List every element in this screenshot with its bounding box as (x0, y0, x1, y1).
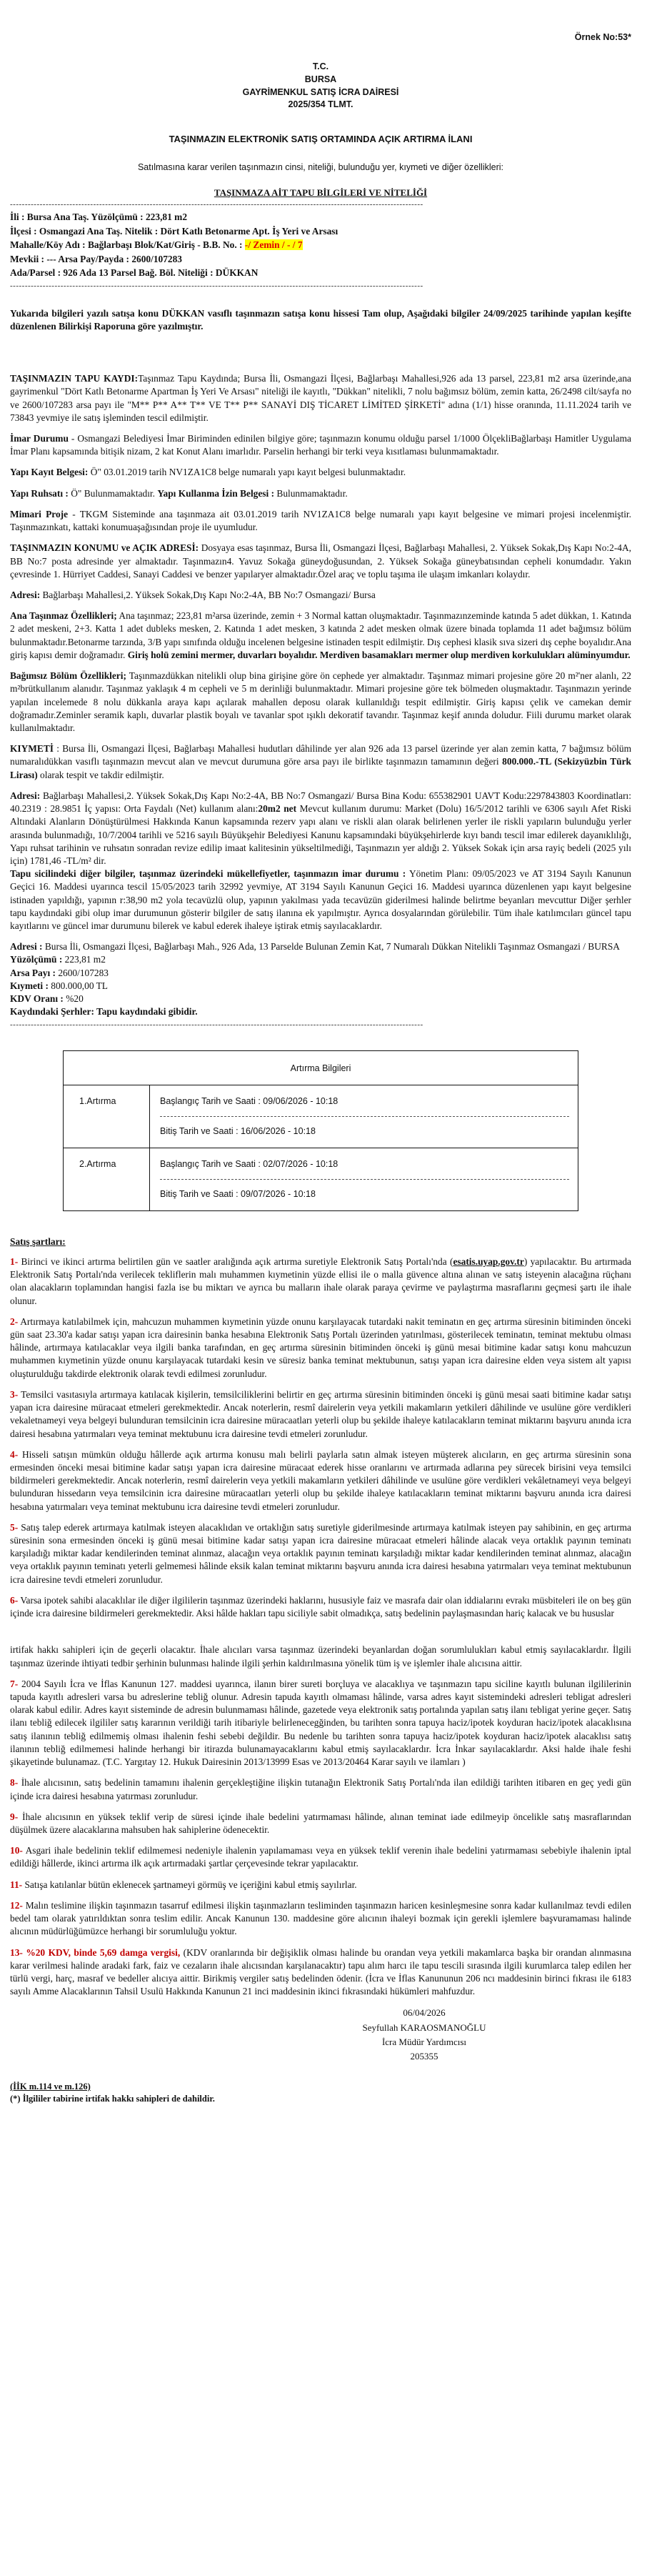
header-republic: T.C. (312, 61, 329, 71)
round-label: 1.Artırma (79, 1095, 116, 1106)
summary-mahalle: Mahalle/Köy Adı : Bağlarbaşı Blok/Kat/Giriş - B.B. No. : -/ Zemin / - / 7 (10, 239, 303, 251)
form-number: Örnek No:53* (574, 32, 631, 42)
summary-title: TAŞINMAZA AİT TAPU BİLGİLERİ VE NİTELİĞİ (214, 187, 428, 198)
footer-notes (10, 2081, 631, 2105)
para-tapu-sicil: Tapu sicilindeki diğer bilgiler, taşınmaz üzerindeki mükellefiyetler, taşınmazın imar durumu : Yönetim Planı: 09/05/2023 ve AT 3194 Sayılı Kanunun Geçici 16. Maddesi uyarınca tescil 15/05/2023 tarih 32992 yevmiye, AT 3194 Sayılı Kanunun Geçici 16. Maddesi uyarınca düzenlenen yapı kayıt belgesine istinaden yapıldığı, yapının r:38,90 m2 yola tecavüzlü olup, yapının yakılması yada tecavüzün giderilmesi halinde belirtme beyanları mevcuttur Diğer şerhler tapu kaydındaki gibi olup imar durumunun gösterir bilgiler de satış ilanına ek yapılmıştır. Ayrıca dosyalarından görülebilir. Tüm ihale katılımcıları güncel tapu kayıtlarını ve güncel imar durumunu bilerek ve kabul ederek ihaleye iştirak etmiş sayılacaklardır. (10, 868, 631, 932)
term-1: 1- Birinci ve ikinci artırma belirtilen gün ve saatler aralığında açık artırma suretiyle Elektronik Satış Portalı'nda (esatis.uyap.gov.tr) yapılacaktır. Bu artırmada Elektronik Satış Portalı'nda verilecek tekliflerin malı muhammen kıymetinin yüzde ellisi ile o malla güvence altına alınan ve satış isteyenin alacağına rüçhanı olan alacakların toplamından hangisi fazla ise bu miktarı ve ayrıca bu malların ihale olarak paraya çevirme ve paylaştırma masraflarını geçmesi şartı ile ihale olunur. (10, 1255, 631, 1306)
auction-info-title: Artırma Bilgileri (64, 1051, 578, 1085)
para-bagimsiz-bolum: Bağımsız Bölüm Özellikleri; Taşınmazdükkan nitelikli olup bina girişine göre ön cephede yer almaktadır. Taşınmaz mimari projesine göre 20 m²'ner alanlı, 22 m²brütkullanım alanıdır. Taşınmaz yaklaşık 4 m cepheli ve 5 m derinliği bulunmaktadır. Mimari projesine göre tek bölmeden oluşmaktadır. Taşınmazın yerinde yapılan incelemede 8 nolu dükkanla araya kapı açılarak mahallen deposu olarak kullanıldığı tespit edilmiştir. Giriş kapısı çelik ve camekan demir doğramadır.Zeminler seramik kaplı, duvarlar plastik boyalı ve tavanlar spot ışıklı dekoratif tavandır. Taşınmaz keşif anında doludur. Fiili durumu market olarak kullanılmaktadır. (10, 670, 632, 733)
round-label: 2.Artırma (79, 1158, 116, 1169)
auction-info-table (63, 1050, 578, 1211)
term-13: 13- %20 KDV, binde 5,69 damga vergisi, (KDV oranlarında bir değişiklik olması halinde bu orandan veya yetkili makamlarca başka bir orandan alınmasına karar verilmesi halinde aradaki fark, faiz ve cezaların ihale alıcısından karşılanacaktır) tapu alım harcı ile tapu tescili sırasında ilgili kurumlarca talep edilen her türlü vergi, harç, masraf ve bedeller alıcıya aittir. Birikmiş vergiler satış bedelinden ödenir. (İcra ve İflas Kanununun 206 ncı maddesinin birinci fıkrası ile 6183 sayılı Amme Alacaklarının Tahsil Usulü Hakkında Kanunun 21 inci maddesinin ikinci fıkrasındaki hükümleri mahfuzdur. (10, 1946, 631, 1997)
para-mimari-proje: Mimari Proje - TKGM Sisteminde ana taşınmaza ait 03.01.2019 tarih NV1ZA1C8 belge numaralı yapı kayıt belgesine ve mimari projesi incelenmiştir. Taşınmazınkatı, kattaki konumuaşağısından proje ile uyumludur. (10, 508, 631, 533)
auction-round-1 (64, 1085, 578, 1148)
round-end: Bitiş Tarih ve Saati : 16/06/2026 - 10:18 (160, 1125, 316, 1136)
term-8: 8- İhale alıcısının, satış bedelinin tamamını ihalenin gerçekleştiğine ilişkin tutanağın Elektronik Satış Portalı'nda ilan edildiği tarihten itibaren en geç yedi gün içinde icra dairesi hesabına yatırması zorunludur. (10, 1777, 631, 1801)
unit-highlight: -/ Zemin / - / 7 (244, 239, 303, 251)
term-4: 4- Hisseli satışın mümkün olduğu hâllerde açık artırma konusu malı belirli paylarla satın almak isteyen müşterek alıcıların, en geç artırma süresinin sona ermesinden önceki mesai bitimine kadar satışı yapan icra dairesine müracaat ederek hisse oranlarını ve artırmada adlarına pey sürecek birisini veya temsilci bildirmeleri gerekmektedir. Ancak noterlerin, resmî dairelerin veya yetkili makamların yetkileri dâhilinde ve usulüne göre verdikleri vekâletnameyi veya belgeyi bulunduran hissedarın veya temsilcinin icra dairesine müracaatları yeterli olup bu şekilde ihaleye katılacakların teminat miktarını başvuru anında icra dairesi hesabına yatırmaları veya teminat mektubunu icra dairesine tevdi etmeleri zorunludur. (10, 1448, 631, 1512)
summary-ada: Ada/Parsel : 926 Ada 13 Parsel Bağ. Böl. Niteliği : DÜKKAN (10, 267, 259, 279)
term-2: 2- Artırmaya katılabilmek için, mahcuzun muhammen kıymetinin yüzde onunu karşılayacak tutardaki nakit teminatın en geç artırma süresinin bitiminden önceki gün saat 23.30'a kadar satışı yapan icra dairesinin banka hesabına Elektronik Satış Portalı üzerinden yatırılması, gösterilecek teminatın, teminat mektubu olması hâlinde, artırmaya katılacaklar veya ilgili banka tarafından, en geç artırma süresinin bitiminden önceki iş günü mesai bitimine kadar satışı konu mahcuzun muhammen kıymetinin yüzde onunu karşılayacak tutardaki kesin ve süresiz banka teminat mektubunun, satışı yapan icra dairesine elden veya sistem alt yapısı oluşturulduğu takdirde elektronik olarak tevdi edilmesi zorunludur. (10, 1316, 631, 1379)
para-konum: TAŞINMAZIN KONUMU ve AÇIK ADRESİ: Dosyaya esas taşınmaz, Bursa İli, Osmangazi İlçesi, Bağlarbaşı Mahallesi, 2. Yüksek Sokak,Dış Kapı No:2-4A, BB No:7 posta adresinde yer almaktadır. Taşınmazın4. Yavuz Sokağa güneydoğusundan, 2. Yüksek Sokağa güneybatısından cepheli konumdadır. Yakın çevresinde 1. Hürriyet Caddesi, Sanayi Caddesi ve benzer yapılaryer almaktadır.Özel araç ve toplu taşıma ile ulaşım imkanları kolaydır. (10, 542, 632, 580)
term-10: 10- Asgari ihale bedelinin teklif edilmemesi nedeniyle ihalenin yapılamaması veya en yüksek teklif verenin ihale bedelini yatırmaması sebebiyle ihalenin iptal edildiği hâllerde, ikinci artırma ilk açık artırmadaki şartlar çerçevesinde tekrar yapılacaktır. (10, 1845, 631, 1869)
para-adres-3: Adresi : Bursa İli, Osmangazi İlçesi, Bağlarbaşı Mah., 926 Ada, 13 Parselde Bulunan Zemin Kat, 7 Numaralı Dükkan Nitelikli Taşınmaz Osmangazi / BURSA (10, 941, 620, 953)
signature-date: 06/04/2026 (403, 2007, 446, 2019)
summary-il: İli : Bursa Ana Taş. Yüzölçümü : 223,81 m2 (10, 212, 188, 223)
summary-ilce: İlçesi : Osmangazi Ana Taş. Nitelik : Dört Katlı Betonarme Apt. İş Yeri ve Arsası (10, 225, 338, 237)
esatis-link[interactable]: esatis.uyap.gov.tr (453, 1255, 524, 1267)
para-adres-2: Adresi: Bağlarbaşı Mahallesi,2. Yüksek Sokak,Dış Kapı No:2-4A, BB No:7 Osmangazi/ Bursa Bina Kodu: 655382901 UAVT Kodu:2297843803 Koordinatları: 40.2319 : 28.9851 İç yapısı: Orta Faydalı (Net) kullanım alanı:20m2 net Mevcut kullanım durumu: Market (Dolu) 16/5/2012 tarihli ve 6306 sayılı Afet Riski Altındaki Alanların Dönüştürülmesi Hakkında Kanun kapsamında rezerv yapı alanı ve riskli alan olarak belirlenen yerler ile riskli yapıların bulunduğu yerler arasında bulunmadığı, 10/7/2004 tarihli ve 5216 sayılı Büyükşehir Belediyesi Kanunu kapsamındaki büyükşehirlerde kıyı bandı tescil imar edilerek dayanıklılığı, Yapı ruhsat tarihinin ve ruhsatın sonradan revize edilip imaat kalitesinin yükseltilmediği, Taşınmazın yer aldığı 2. Yüksek Sokak için arsa rayiç bedeli (2025 yılı için) 1781,46 -TL/m² dir. (10, 790, 631, 866)
property-summary (10, 210, 631, 279)
term-6-continued: irtifak hakkı sahipleri için de geçerli olacaktır. İhale alıcıları varsa taşınmaz üzerindeki beyanlardan doğan sorumlulukları kabul etmiş sayılacaklardır. İlgili taşınmaz üzerinde ihtiyati tedbir şerhinin bulunması halinde ilgili şerhin kaldırılmasına yönelik tüm iş ve işlemler ihale alıcısına aittir. (10, 1644, 631, 1669)
term-11: 11- Satışa katılanlar bütün eklenecek şartnameyi görmüş ve içeriğini kabul etmiş sayılırlar. (10, 1879, 357, 1890)
dash-divider: ------------------------------------------------------------------------------------------------------------------------------------------- (10, 281, 423, 290)
term-5: 5- Satış talep ederek artırmaya katılmak isteyen alacaklıdan ve ortaklığın satış suretiyle giderilmesinde artırmaya katılmak isteyen pay sahibinin, en geç artırma süresinin sona ermesinden önceki iş günü mesai bitimine kadar satışı yapan icra dairesine müracaat etmeleri hâlinde alacak veya ortaklık payının teminatı karşıladığı miktar kadar kendilerinden teminat alınmaz, alacağın veya ortaklık payının teminatı karşıladığı miktar kadar kendilerinden teminat alınmaz, alacağın veya ortaklık payının teminatı yeterli gelmemesi hâlinde eksik kalan teminat miktarını başvuru anında icra dairesi hesabına yatırmaları veya teminat mektubunun icra dairesine tevdi etmeleri zorunludur. (10, 1521, 631, 1585)
term-3: 3- Temsilci vasıtasıyla artırmaya katılacak kişilerin, temsilciliklerini belirtir en geç artırma süresinin bitiminden önceki iş günü mesai saati bitimine kadar satışı yapan icra dairesine müracaat etmeleri gerekmektedir. Ancak noterlerin, resmî dairelerin veya yetkili makamların yetkileri dâhilinde ve usulüne göre verdikleri vekaletnameyi veya belgeyi bulunduran temsilcinin icra dairesine müracaatları yeterli olup bu şekilde ihaleye katılacakların teminat miktarını başvuru anında icra dairesi hesabına yatırmaları veya teminat mektubunu icra dairesine tevdi etmeleri zorunludur. (10, 1388, 631, 1439)
round-start: Başlangıç Tarih ve Saati : 02/07/2026 - 10:18 (160, 1158, 338, 1169)
footer-note: (*) İlgililer tabirine irtifak hakkı sahipleri de dahildir. (10, 2093, 215, 2104)
terms-heading: Satış şartları: (10, 1235, 66, 1247)
signature-block (289, 2006, 560, 2064)
detail-kdv: KDV Oranı : %20 (10, 993, 84, 1005)
detail-yuzolcumu: Yüzölçümü : 223,81 m2 (10, 954, 106, 965)
para-ruhsat: Yapı Ruhsatı : Ö" Bulunmamaktadır. Yapı Kullanma İzin Belgesi : Bulunmamaktadır. (10, 487, 348, 499)
dash-divider: ------------------------------------------------------------------------------------------------------------------------------------------- (10, 1020, 423, 1029)
summary-mevki: Mevkii : --- Arsa Pay/Payda : 2600/107283 (10, 253, 183, 264)
term-9: 9- İhale alıcısının en yüksek teklif verip de süresi içinde ihale bedelini yatırmaması hâlinde, alınan teminat iade edilmeyip öncelikle satış masraflarından düşülmek üzere alacaklarına mahsuben hak sahiplerine ödenecektir. (10, 1811, 631, 1835)
auction-round-2 (64, 1148, 578, 1210)
intro-text: Satılmasına karar verilen taşınmazın cinsi, niteliği, bulunduğu yer, kıymeti ve diğer özellikleri: (137, 161, 504, 172)
term-7: 7- 2004 Sayılı İcra ve İflas Kanunun 127. maddesi uyarınca, ilanın birer sureti borçluya ve alacaklıya ve taşınmazın tapu siciline kayıtlı bulunan ilgililerinin tapuda kayıtlı adresleri varsa bu adreslerine tebliğ olunur. Adresin tapuda kayıtlı olmaması hâlinde, varsa adres kayıt sistemindeki adresleri tebligat adresleri olarak kabul edilir. Adres kayıt sisteminde de adresin bulunmaması hâlinde, gazetede veya elektronik satış portalında yapılan satış ilanı tebligat yerine geçer. Satış ilanı tebliğ edilecek ilgililer satış kararının verildiği tarih itibariyle belirlenecegğinden, bu tarihten sonra tapuya haciz/ipotek koyduran haciz/ipotek alacaklısına satış ilanının tebliğ edilmemiş olması ihalenin feshi sebebi değildir. Bu nedenle bu tarihten sonra tapuya haciz/ipotek koyduran haciz/ipotek alacaklısı satış ilanının tebliğ edilmemesi halinde herhangi bir itirazda bulunamayacaklarını kabul etmiş sayılacaklardır. İcra İnkar sayılacaklardır. Aksi halde ihale feshi şikayetinde bulunamaz. (T.C. Yargıtay 12. Hukuk Dairesinin 2013/13999 Esas ve 2013/20464 Karar sayılı ve ilamları ) (10, 1678, 631, 1768)
term-12: 12- Malın teslimine ilişkin taşınmazın tasarruf edilmesi ilişkin taşınmazların tesliminden taşınmazın haricen kesinleşmesine sonra kadar kullanılmaz tevdi edilen bedel tam olarak yatırıldıktan sonra teslim edilir. Ancak Kanunun 130. maddesine göre alıcının ihaleyi bozmak için gerekli işlemlere başvuramaması halinde alıcının müdürlüğümüzce herhangi bir sorumluluğu yoktur. (10, 1899, 631, 1937)
term-6: 6- Varsa ipotek sahibi alacaklılar ile diğer ilgililerin taşınmaz üzerindeki haklarını, hususiyle faiz ve masrafa dair olan iddialarını evrakı müsbiteleri ile on beş gün içinde icra dairesine bildirmeleri gerekmektedir. Aksi hâlde hakları tapu siciliyle sabit olmadıkça, satış bedelinin paylaşmasından hariç kalacak ve bu hususlar (10, 1594, 631, 1619)
para-kiymet: KIYMETİ : Bursa İli, Osmangazi İlçesi, Bağlarbaşı Mahallesi hudutları dâhilinde yer alan 926 ada 13 parsel üzerinde yer alan zemin katta, 7 bağımsız bölüm numaralıdükkan vasıflı taşınmazın mevcut alan ve mevcut durumuna göre arsa payı ile birlikte taşınmazın tamamının değeri 800.000.-TL (Sekizyüzbin Türk Lirası) olarak tespit ve takdir edilmiştir. (10, 743, 631, 780)
header-city: BURSA (304, 74, 337, 84)
signature-code: 205355 (410, 2050, 438, 2062)
expert-report-note: Yukarıda bilgileri yazılı satışa konu DÜKKAN vasıflı taşınmazın satışa konu hissesi Tam olup, Aşağıdaki bilgiler 24/09/2025 tarihinde yapılan keşifte düzenlenen Bilirkişi Raporuna göre yazılmıştır. (10, 307, 631, 332)
para-ana-tasinmaz: Ana Taşınmaz Özellikleri; Ana taşınmaz; 223,81 m²arsa üzerinde, zemin + 3 Normal kattan oluşmaktadır. Taşınmazınzeminde katında 5 adet dükkan, 1. Katında 2 adet meskeni, 2+3. Katta 1 adet dubleks mesken, 2. Katında 1 adet mesken, 3 katında 2 adet mesken olmak üzere binada toplamda 11 adet bağımsız bölüm bulunmaktadır.Betonarme tarzında, 3/B yapı sınıfında olduğu incelenen belgesine istinaden tespit edilmiştir. Dış cephesi klasik sıva sizeri dış cephe boyalıdır.Ana giriş kapısı demir doğramadır. Giriş holü zemini mermer, duvarları boyalıdır. Merdiven basamakları mermer olup merdiven korkulukları alüminyumdur. (10, 610, 631, 660)
signature-title: İcra Müdür Yardımcısı (381, 2036, 467, 2047)
para-adres-1: Adresi: Bağlarbaşı Mahallesi,2. Yüksek Sokak,Dış Kapı No:2-4A, BB No:7 Osmangazi/ Bursa (10, 590, 376, 600)
footer-law-ref: (İİK m.114 ve m.126) (10, 2081, 91, 2092)
notice-title: TAŞINMAZIN ELEKTRONİK SATIŞ ORTAMINDA AÇIK ARTIRMA İLANI (169, 134, 473, 144)
header-office: GAYRİMENKUL SATIŞ İCRA DAİRESİ (242, 86, 399, 97)
signature-name: Seyfullah KARAOSMANOĞLU (362, 2021, 486, 2033)
para-yapi-kayit: Yapı Kayıt Belgesi: Ö" 03.01.2019 tarih NV1ZA1C8 belge numaralı yapı kayıt belgesi bulunmaktadır. (10, 467, 406, 478)
dash-divider: ------------------------------------------------------------------------------------------------------------------------------------------- (10, 200, 423, 209)
detail-arsa-payi: Arsa Payı : 2600/107283 (10, 967, 109, 978)
para-tapu-kaydi: TAŞINMAZIN TAPU KAYDI:Taşınmaz Tapu Kaydında; Bursa İli, Osmangazi İlçesi, Bağlarbaşı Mahallesi,926 ada 13 parsel, 223,81 m2 arsa üzerinde,ana gayrimenkul "Dört Katlı Betonarme Apartman İş Yeri Ve Arsası" niteliği ile kayıtlı, "Dükkan" nitelikli, 7 nolu bağımsız bölüm, zemin katta, 26/2498 cilt/sayfa no ve 2600/107283 arsa payı ile "M** P** A** T** VE T** P** SANAYİ DIŞ TİCARET LİMİTED ŞİRKETİ" adına (1/1) hisse oranında, 11.11.2024 tarih ve 73843 yevmiye ile satış işleminden tescil edilmiştir. (10, 373, 631, 423)
round-end: Bitiş Tarih ve Saati : 09/07/2026 - 10:18 (160, 1188, 316, 1199)
round-start: Başlangıç Tarih ve Saati : 09/06/2026 - 10:18 (160, 1095, 338, 1106)
detail-serhler: Kaydındaki Şerhler: Tapu kaydındaki gibidir. (10, 1006, 198, 1018)
header-file-no: 2025/354 TLMT. (288, 99, 353, 110)
para-imar-durumu: İmar Durumu - Osmangazi Belediyesi İmar Biriminden edinilen bilgiye göre; taşınmazın konumu olduğu parsel 1/1000 ÖlçekliBağlarbaşı Hamitler Uygulama İmar Planı kapsamında bitişik nizam, 2 kat Konut Alanı imarlıdır. Parselin herhangi bir terki veya kısıtlaması bulunmamaktadır. (10, 433, 631, 457)
office-header (10, 61, 631, 111)
detail-kiymet: Kıymeti : 800.000,00 TL (10, 980, 108, 991)
